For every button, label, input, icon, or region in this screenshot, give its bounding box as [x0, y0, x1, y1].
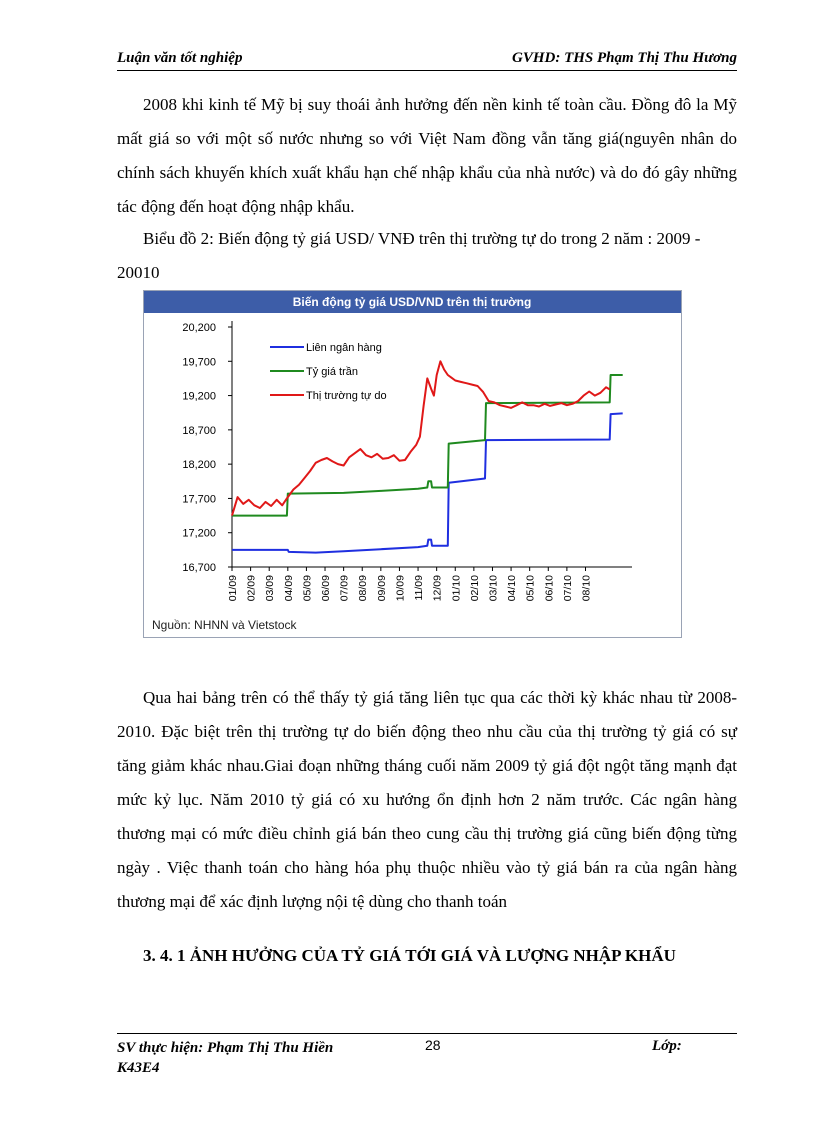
- legend-label: Liên ngân hàng: [306, 342, 382, 354]
- x-tick-label: 01/10: [450, 575, 463, 602]
- header-advisor: GVHD: THS Phạm Thị Thu Hương: [512, 50, 737, 66]
- header-thesis-label: Luận văn tốt nghiệp: [117, 50, 243, 66]
- x-tick-label: 04/10: [506, 575, 519, 602]
- x-tick-label: 09/09: [375, 575, 388, 602]
- y-axis: [182, 321, 232, 574]
- y-tick-label: 18,200: [182, 459, 216, 472]
- intro-paragraph: 2008 khi kinh tế Mỹ bị suy thoái ảnh hưởng đến nền kinh tế toàn cầu. Đồng đô la Mỹ mất giá so với một số nước nhưng so với Việt Nam đồng vẫn tăng giá(nguyên nhân do chính sách khuyến khích xuất khẩu hạn chế nhập khẩu của nhà nước) và do đó gây những tác động đến hoạt động nhập khẩu.: [117, 95, 737, 216]
- footer-class-code: K43E4: [117, 1060, 160, 1076]
- y-tick-label: 19,200: [182, 390, 216, 403]
- x-axis: [227, 567, 632, 601]
- footer-class-label: Lớp:: [652, 1038, 682, 1054]
- x-tick-label: 10/09: [394, 575, 407, 602]
- x-tick-label: 01/09: [227, 575, 239, 602]
- x-tick-label: 03/10: [487, 575, 500, 602]
- y-tick-label: 20,200: [182, 322, 216, 334]
- y-tick-label: 17,700: [182, 493, 216, 506]
- section-heading: [117, 940, 737, 972]
- x-tick-label: 06/10: [543, 575, 556, 602]
- x-tick-label: 02/09: [245, 575, 258, 602]
- legend-label: Thị trường tự do: [306, 390, 387, 402]
- series-line: [232, 361, 610, 515]
- x-tick-label: 04/09: [282, 575, 295, 602]
- footer-student: [117, 1038, 333, 1078]
- y-tick-label: 16,700: [182, 562, 216, 574]
- x-tick-label: 08/09: [357, 575, 370, 602]
- x-tick-label: 11/09: [413, 575, 426, 601]
- x-tick-label: 07/10: [561, 575, 574, 602]
- section-title: ẢNH HƯỞNG CỦA TỶ GIÁ TỚI GIÁ VÀ LƯỢNG NHẬP KHẨU: [189, 946, 676, 965]
- chart-svg: [144, 291, 681, 637]
- footer-divider: [117, 1033, 737, 1034]
- x-tick-label: 03/09: [264, 575, 277, 602]
- y-tick-label: 17,200: [182, 527, 216, 540]
- x-tick-label: 05/10: [524, 575, 537, 602]
- x-tick-label: 08/10: [580, 575, 593, 602]
- y-tick-label: 18,700: [182, 424, 216, 437]
- section-number: 3. 4. 1: [143, 946, 186, 965]
- x-tick-label: 06/09: [320, 575, 333, 602]
- x-tick-label: 07/09: [338, 575, 351, 602]
- exchange-rate-chart: [143, 290, 682, 638]
- page-header: [117, 50, 737, 71]
- page-number: 28: [425, 1037, 441, 1053]
- x-tick-label: 12/09: [431, 575, 444, 602]
- legend-label: Tỷ giá trần: [306, 366, 358, 378]
- x-tick-label: 05/09: [301, 575, 314, 602]
- body-paragraph: Qua hai bảng trên có thể thấy tỷ giá tăng liên tục qua các thời kỳ khác nhau từ 2008-2010. Đặc biệt trên thị trường tự do biến động theo nhu cầu của thị trường tỷ giá có sự tăng giảm khác nhau.Giai đoạn những tháng cuối năm 2009 tỷ giá đột ngột tăng mạnh đạt mức kỷ lục. Năm 2010 tỷ giá có xu hướng ổn định hơn 2 năm trước. Các ngân hàng thương mại có mức điều chỉnh giá bán theo cung cầu thị trường giá cũng biến động từng ngày . Việc thanh toán cho hàng hóa phụ thuộc nhiều vào tỷ giá bán ra của ngân hàng thương mại để xác định lượng nội tệ dùng cho thanh toán: [117, 688, 737, 911]
- chart-title: Biến động tỷ giá USD/VND trên thị trường: [292, 295, 532, 309]
- series-lines: [232, 361, 623, 552]
- footer-student-name: SV thực hiện: Phạm Thị Thu Hiền: [117, 1040, 334, 1056]
- chart-caption: Biểu đồ 2: Biến động tỷ giá USD/ VNĐ trên thị trường tự do trong 2 năm : 2009 - 20010: [117, 229, 701, 282]
- y-tick-label: 19,700: [182, 356, 216, 369]
- chart-legend: [270, 342, 387, 402]
- chart-source: Nguồn: NHNN và Vietstock: [152, 618, 297, 632]
- x-tick-label: 02/10: [468, 575, 481, 602]
